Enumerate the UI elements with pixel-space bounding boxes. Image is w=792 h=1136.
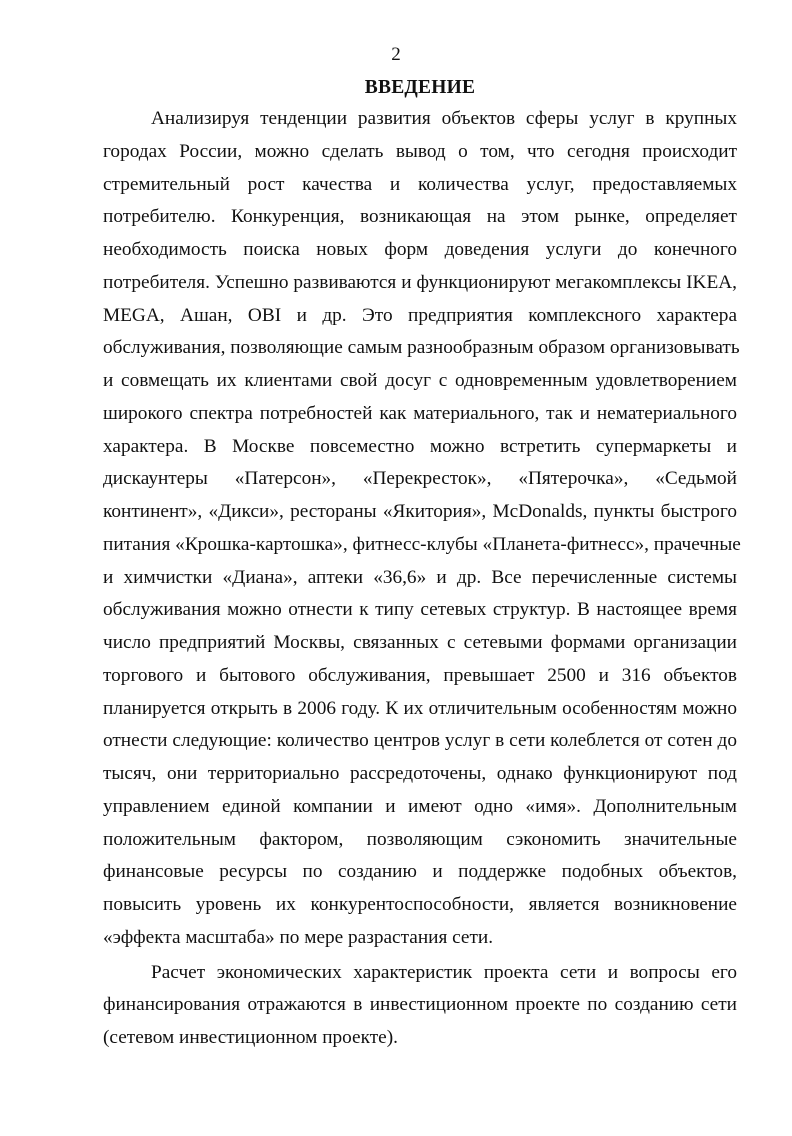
paragraph-1 [103,103,741,955]
text-line: Анализируя тенденции развития объектов сферы услуг в крупных [151,108,737,129]
text-line: отнести следующие: количество центров услуг в сети колеблется от сотен до [103,730,737,752]
text-line: необходимость поиска новых форм доведения услуги до конечного [103,239,737,260]
text-line: повысить уровень их конкурентоспособности, является возникновение [103,894,737,915]
text-line: широкого спектра потребностей как материального, так и нематериального [103,402,737,424]
text-line: обслуживания, позволяющие самым разнообразным образом организовывать [103,337,740,359]
paragraph-2 [103,957,737,1055]
section-heading: ВВЕДЕНИЕ [364,77,476,98]
text-line: планируется открыть в 2006 году. К их отличительным особенностям можно [103,697,737,719]
text-line: питания «Крошка-картошка», фитнесс-клубы «Планета-фитнесс», прачечные [103,533,741,555]
text-line: потребителю. Конкуренция, возникающая на этом рынке, определяет [103,206,737,228]
text-line: управлением единой компании и имеют одно «имя». Дополнительным [103,795,737,817]
text-line: потребителя. Успешно развиваются и функционируют мегакомплексы IKEA, [103,271,737,293]
text-line: и совмещать их клиентами свой досуг с одновременным удовлетворением [103,370,737,391]
text-line: «эффекта масштаба» по мере разрастания сети. [103,926,494,948]
text-line: характера. В Москве повсеместно можно встретить супермаркеты и [103,435,737,457]
text-line: континент», «Дикси», рестораны «Якитория», McDonalds, пункты быстрого [103,501,737,522]
text-line: финансовые ресурсы по созданию и поддержке подобных объектов, [103,861,737,883]
text-line: обслуживания можно отнести к типу сетевых структур. В настоящее время [103,599,737,621]
text-line: и химчистки «Диана», аптеки «36,6» и др. Все перечисленные системы [103,566,737,588]
text-line: положительным фактором, позволяющим сэкономить значительные [103,828,737,850]
body-text [103,103,741,1055]
text-line: (сетевом инвестиционном проекте). [103,1027,398,1048]
text-line: финансирования отражаются в инвестиционном проекте по созданию сети [103,994,737,1016]
text-line: дискаунтеры «Патерсон», «Перекресток», «Пятерочка», «Седьмой [103,468,737,490]
text-line: стремительный рост качества и количества услуг, предоставляемых [103,173,737,195]
text-line: число предприятий Москвы, связанных с сетевыми формами организации [103,632,737,653]
text-line: MEGA, Ашан, OBI и др. Это предприятия комплексного характера [103,304,737,326]
text-line: торгового и бытового обслуживания, превышает 2500 и 316 объектов [103,664,737,686]
text-line: тысяч, они территориально рассредоточены, однако функционируют под [103,763,737,784]
text-line: городах России, можно сделать вывод о том, что сегодня происходит [103,140,737,162]
text-line: Расчет экономических характеристик проекта сети и вопросы его [151,961,737,983]
page-number: 2 [391,44,401,65]
